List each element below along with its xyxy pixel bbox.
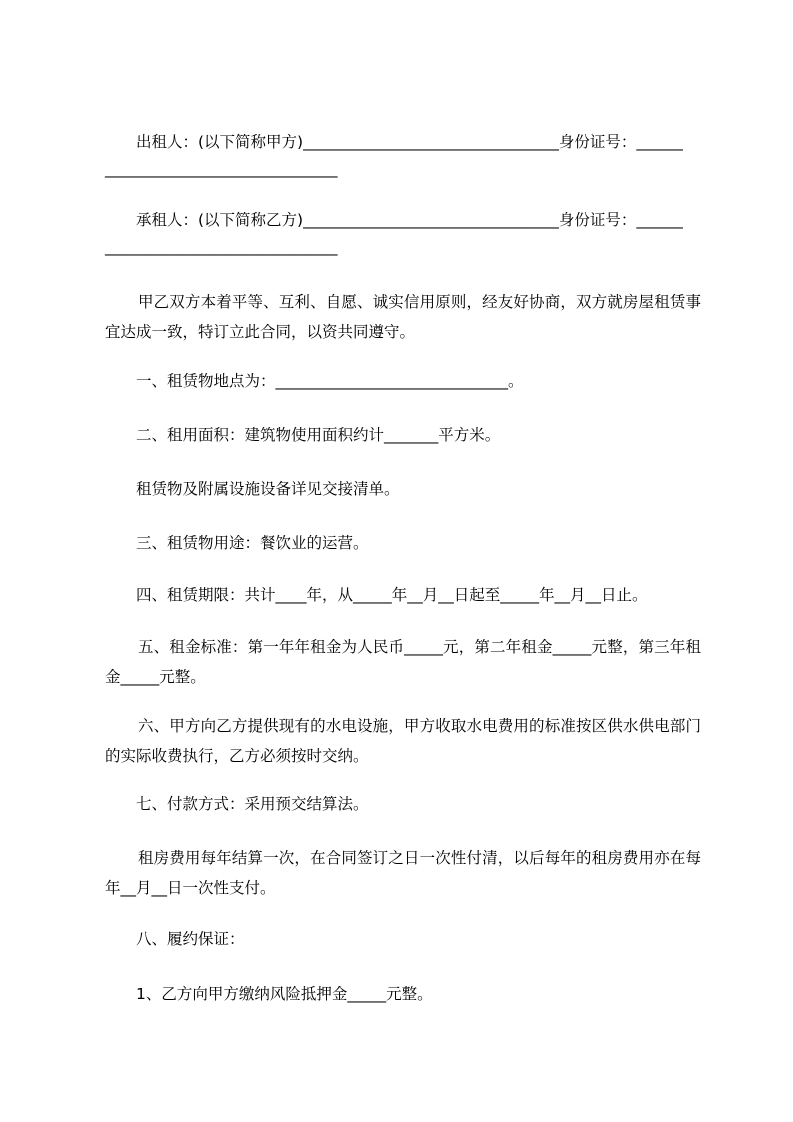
clause-8-item-1: 1、乙方向甲方缴纳风险抵押金_____元整。 (136, 985, 433, 1003)
lessor-id-blank: ______________________________ (105, 160, 338, 178)
clause-1: 一、租赁物地点为：______________________________。 (136, 372, 524, 390)
clause-7-note: 租房费用每年结算一次，在合同签订之日一次性付清，以后每年的租房费用亦在每年__月__日一次性支付。 (105, 849, 701, 897)
clause-6: 六、甲方向乙方提供现有的水电设施，甲方收取水电费用的标准按区供水供电部门的实际收费执行，乙方必须按时交纳。 (105, 717, 701, 765)
intro-paragraph: 甲乙双方本着平等、互利、自愿、诚实信用原则，经友好协商，双方就房屋租赁事宜达成一致，特订立此合同，以资共同遵守。 (105, 293, 701, 341)
lessor-line: 出租人：(以下简称甲方)_________________________________身份证号：______ (136, 133, 683, 151)
clause-5: 五、租金标准：第一年年租金为人民币_____元，第二年租金_____元整，第三年租金_____元整。 (105, 638, 701, 686)
clause-2: 二、租用面积：建筑物使用面积约计_______平方米。 (136, 426, 501, 444)
clause-2-note: 租赁物及附属设施设备详见交接清单。 (136, 480, 400, 498)
lessee-line: 承租人：(以下简称乙方)_________________________________身份证号：______ (136, 211, 683, 229)
clause-4: 四、租赁期限：共计____年，从_____年__月__日起至_____年__月__日止。 (136, 586, 648, 604)
clause-8: 八、履约保证： (136, 930, 245, 948)
lessee-id-blank: ______________________________ (105, 238, 338, 256)
clause-7: 七、付款方式：采用预交结算法。 (136, 795, 369, 813)
clause-3: 三、租赁物用途：餐饮业的运营。 (136, 534, 369, 552)
